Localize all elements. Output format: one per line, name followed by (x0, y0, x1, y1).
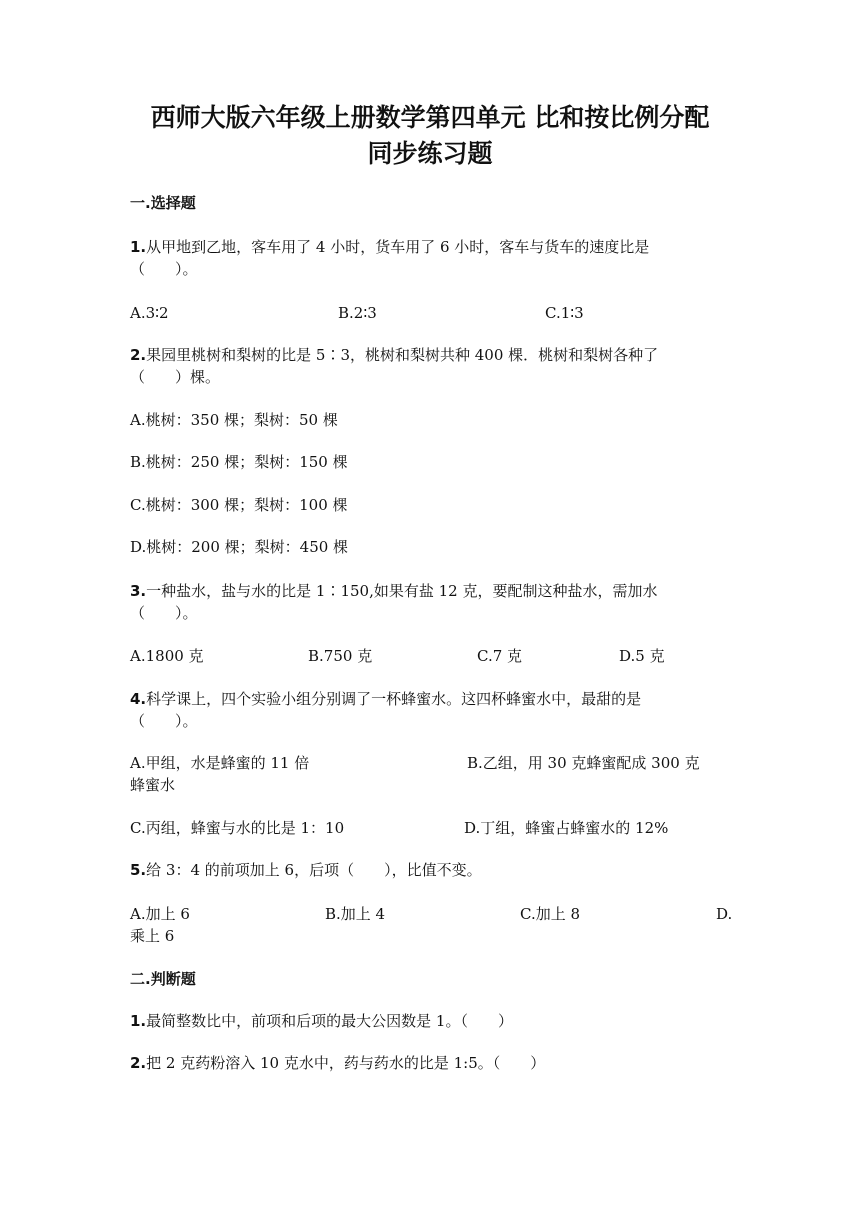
question-text: 从甲地到乙地，客车用了 4 小时，货车用了 6 小时，客车与货车的速度比是 (146, 238, 650, 256)
question-number: 4. (130, 690, 147, 708)
option-b[interactable]: B.750 克 (308, 647, 373, 665)
section-heading-choice: 一.选择题 (130, 194, 196, 212)
question-1-options (130, 302, 730, 324)
question-number: 5. (130, 861, 147, 879)
option-d[interactable]: D.丁组，蜂蜜占蜂蜜水的 12% (464, 819, 669, 837)
judgement-1 (130, 1010, 730, 1032)
title-line-2: 同步练习题 (367, 139, 493, 168)
option-c[interactable]: C.7 克 (477, 647, 523, 665)
question-number: 2. (130, 346, 147, 364)
option-a[interactable]: A.桃树：350 棵；梨树：50 棵 (130, 411, 338, 429)
question-2 (130, 344, 730, 388)
question-text: 一种盐水，盐与水的比是 1∶150,如果有盐 12 克，要配制这种盐水，需加水 (146, 582, 658, 600)
page-title (130, 100, 730, 172)
judgement-2 (130, 1052, 730, 1074)
option-b-cont: 蜂蜜水 (130, 776, 176, 794)
option-a[interactable]: A.3∶2 (130, 304, 169, 322)
question-text: 把 2 克药粉溶入 10 克水中，药与药水的比是 1:5。（ ） (146, 1054, 546, 1072)
question-4-options-row2 (130, 817, 730, 839)
option-b[interactable]: B.桃树：250 棵；梨树：150 棵 (130, 453, 348, 471)
question-text-cont: （ ）。 (130, 260, 198, 278)
option-a[interactable]: A.1800 克 (130, 647, 204, 665)
question-number: 1. (130, 238, 147, 256)
question-text: 科学课上，四个实验小组分别调了一杯蜂蜜水。这四杯蜂蜜水中，最甜的是 (146, 690, 642, 708)
option-a[interactable]: A.甲组，水是蜂蜜的 11 倍 (130, 754, 310, 772)
option-d[interactable]: D.5 克 (619, 647, 665, 665)
question-number: 3. (130, 582, 147, 600)
question-text-cont: （ ）棵。 (130, 368, 221, 386)
worksheet (130, 100, 730, 172)
question-text-cont: （ ）。 (130, 604, 198, 622)
question-4 (130, 688, 730, 732)
question-4-options-row1 (130, 752, 730, 774)
question-5-options (130, 903, 733, 925)
question-text-cont: （ ）。 (130, 712, 198, 730)
option-b[interactable]: B.加上 4 (325, 905, 386, 923)
option-c[interactable]: C.丙组，蜂蜜与水的比是 1：10 (130, 819, 345, 837)
option-b[interactable]: B.乙组，用 30 克蜂蜜配成 300 克 (467, 754, 700, 772)
title-line-1: 西师大版六年级上册数学第四单元 比和按比例分配 (150, 103, 710, 132)
option-c[interactable]: C.1∶3 (545, 304, 584, 322)
question-text: 给 3：4 的前项加上 6，后项（ ），比值不变。 (146, 861, 482, 879)
question-number: 2. (130, 1054, 147, 1072)
question-text: 果园里桃树和梨树的比是 5∶3，桃树和梨树共种 400 棵．桃树和梨树各种了 (146, 346, 659, 364)
question-3-options (130, 645, 730, 667)
question-3 (130, 580, 730, 624)
option-d[interactable]: D. (716, 905, 733, 923)
question-text: 最简整数比中，前项和后项的最大公因数是 1。（ ） (146, 1012, 513, 1030)
option-d-cont: 乘上 6 (130, 927, 175, 945)
option-d[interactable]: D.桃树：200 棵；梨树：450 棵 (130, 538, 349, 556)
option-b[interactable]: B.2∶3 (338, 304, 377, 322)
option-a[interactable]: A.加上 6 (130, 905, 190, 923)
section-heading-judgement: 二.判断题 (130, 970, 196, 988)
option-c[interactable]: C.加上 8 (520, 905, 581, 923)
option-c[interactable]: C.桃树：300 棵；梨树：100 棵 (130, 496, 348, 514)
question-1 (130, 236, 730, 280)
question-5 (130, 859, 730, 881)
question-number: 1. (130, 1012, 147, 1030)
